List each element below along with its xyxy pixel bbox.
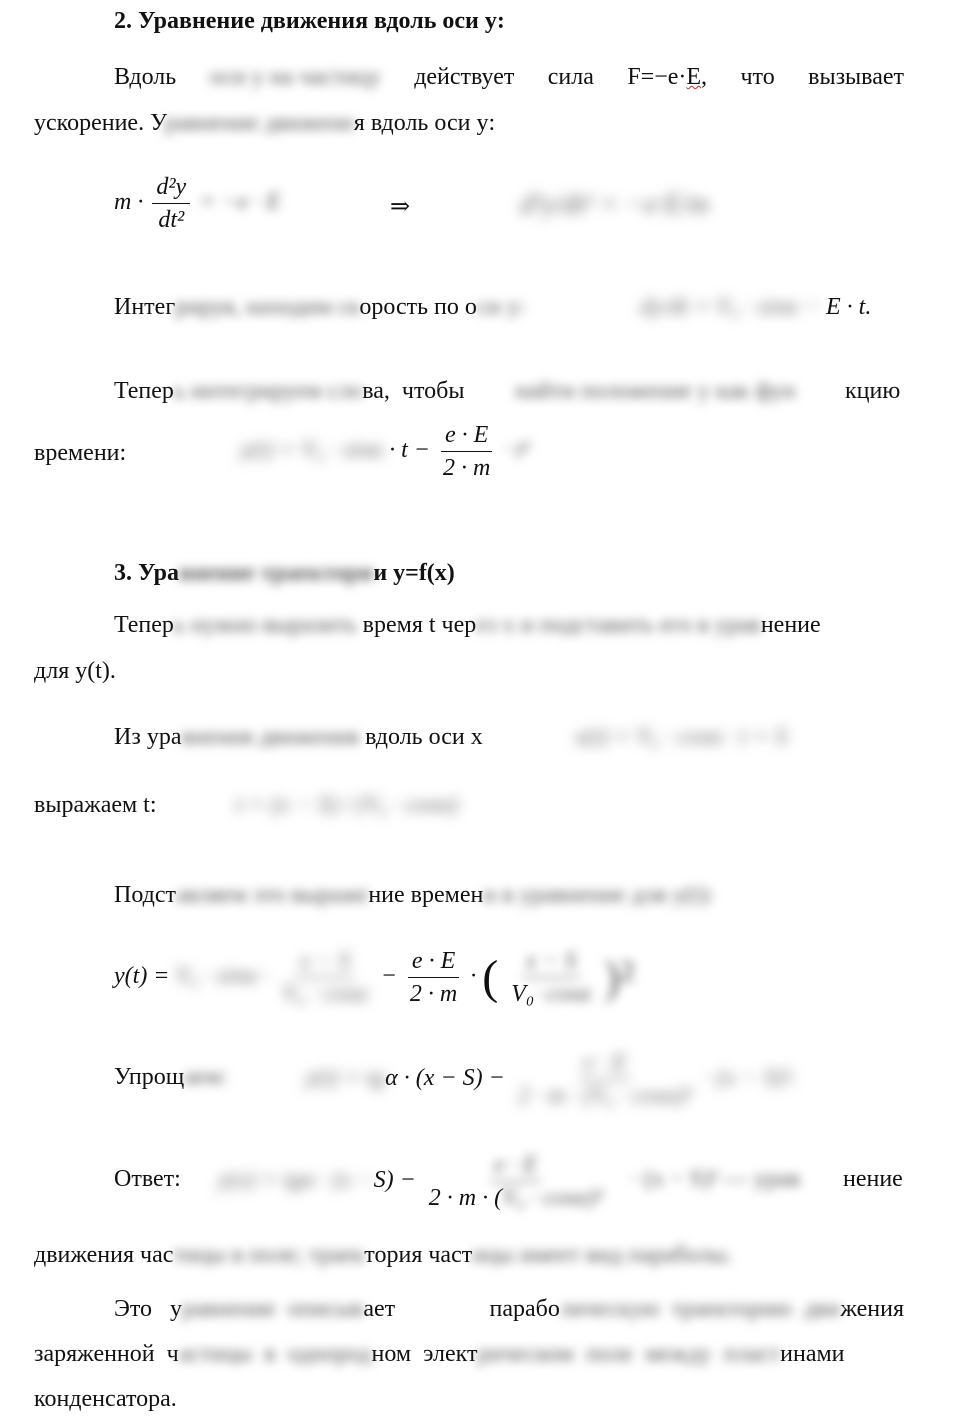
implies-symbol: ⇒ (390, 194, 411, 220)
blurred-text: ез x и подставить его в урав (476, 612, 761, 638)
word: что (740, 64, 775, 90)
fraction-denominator: V₀ · cosα (282, 981, 368, 1007)
fraction-numerator: x − S (522, 946, 581, 978)
paragraph-line (114, 1062, 227, 1092)
blurred-text: внение траектори (179, 560, 374, 586)
paragraph-line (34, 1240, 732, 1270)
text: параболическую траекторию движения (489, 1296, 904, 1322)
math-term: − (380, 963, 397, 990)
paragraph-line (114, 722, 483, 752)
blurred-math: y(t) = V₀ · sinα (240, 437, 384, 464)
math-term: S) − (373, 1167, 416, 1194)
blurred-text: оси y на частицу (209, 64, 381, 90)
text: ва, чтобы (362, 378, 465, 404)
blurred-math: · cosα (534, 981, 591, 1007)
blurred-text: ь нужно выразить (173, 612, 363, 638)
text: нение (843, 1166, 903, 1192)
text: время t чер (362, 612, 477, 638)
blurred-math: y(t) = tg (305, 1065, 386, 1092)
fraction-denominator: 2 · m (409, 981, 458, 1007)
blurred-math: V₀ · sinα · (175, 963, 270, 990)
text: кцию (845, 378, 901, 404)
math-term: · t. (846, 294, 872, 320)
blurred-text: найти положение y как фун (515, 378, 796, 404)
paragraph-line (34, 1339, 904, 1369)
blurred-math: dy/dt = V₀ · sinα − (640, 294, 820, 320)
blurred-text: ь интегрируем сло (173, 378, 363, 404)
equation-newton (114, 172, 281, 235)
fraction (406, 946, 461, 1009)
blurred-math: · t² (503, 437, 530, 464)
paragraph-line (114, 376, 464, 406)
fraction-numerator: x − S (295, 946, 354, 978)
text: Это уравнение описывает (114, 1296, 396, 1322)
fraction (278, 946, 372, 1009)
position-formula (240, 420, 529, 483)
text: Тепер (114, 612, 174, 638)
blurred-math: = −e · E (199, 189, 281, 216)
blurred-text: и в уравнение для y(t): (483, 882, 714, 908)
word: Вдоль (114, 64, 177, 90)
word: сила (547, 64, 594, 90)
text: вдоль оси x (365, 724, 483, 750)
blurred-math: · (x − S)². (704, 1065, 797, 1092)
math-term: · (470, 963, 477, 990)
math-term: E (826, 294, 841, 320)
word: действует (414, 64, 515, 90)
text: ние времен (368, 882, 484, 908)
text: тория част (364, 1242, 473, 1268)
fraction-numerator: d²y (152, 172, 190, 204)
text: орость по о (359, 294, 478, 320)
math-term: · t − (389, 437, 430, 464)
answer-label: Ответ: (114, 1166, 181, 1192)
fraction-denominator: 2 · m · ( (428, 1185, 503, 1211)
word: вызывает (808, 64, 904, 90)
paragraph-line: для y(t). (34, 658, 116, 684)
blurred-text: тицы в поле; траек (173, 1242, 365, 1268)
text: Упрощ (114, 1064, 185, 1090)
math-term: α · (x − S) − (385, 1065, 505, 1092)
fraction (514, 1048, 696, 1111)
fraction (439, 420, 494, 483)
text: ускорение. У (34, 110, 165, 136)
math-term: m · (114, 189, 144, 216)
velocity-formula (640, 292, 871, 322)
math-term: y(t) = (114, 963, 170, 990)
section-2-heading: 2. Уравнение движения вдоль оси y: (114, 8, 505, 34)
paragraph-line (114, 880, 714, 910)
paragraph-line (114, 610, 821, 640)
text: заряженной частицы в однородном электрическом поле между пластинами (34, 1341, 845, 1367)
text: Тепер (114, 378, 174, 404)
fraction-denominator: dt² (158, 207, 185, 233)
blurred-math: y(x) = tgα · (x − (218, 1167, 374, 1194)
blurred-text: авляем это выраже (176, 882, 369, 908)
fraction-denominator: V₀ (511, 981, 535, 1007)
paragraph-line (114, 1294, 904, 1324)
fraction (507, 946, 595, 1009)
paragraph-line (34, 108, 495, 138)
text: Подст (114, 882, 177, 908)
blurred-equation: x(t) = V₀ · cosα · t + S (575, 724, 787, 750)
blurred-equation: t = (x − S) / (V₀ · cosα) (236, 792, 458, 818)
blurred-text: · (x − S)² — урав (630, 1166, 801, 1192)
text: Из ура (114, 724, 182, 750)
force-expression: F=−e·E, (627, 64, 708, 90)
text: нение (760, 612, 821, 638)
spellcheck-underline: E (686, 64, 702, 90)
text: и y=f(x) (373, 560, 455, 586)
blurred-math: V₀ · cosα)² (502, 1185, 603, 1211)
blurred-text: внения движения (181, 724, 366, 750)
text: движения час (34, 1242, 174, 1268)
text: 3. Ура (114, 560, 179, 586)
blurred-text: равнение движени (164, 110, 354, 136)
fraction-numerator: e · E (490, 1150, 541, 1182)
blurred-text: рируя, находим ск (175, 294, 360, 320)
blurred-text: аем: (184, 1064, 228, 1090)
simplified-equation (305, 1048, 797, 1111)
text: я вдоль оси y: (353, 110, 496, 136)
answer-equation (218, 1150, 610, 1213)
fraction (425, 1150, 607, 1213)
fraction-numerator: e · E (579, 1048, 630, 1080)
substituted-equation (114, 946, 634, 1009)
paren-close: )² (603, 951, 635, 1004)
paren-open: ( (482, 951, 499, 1004)
blurred-text: си y: (477, 294, 526, 320)
paragraph-label: выражаем t: (34, 792, 157, 818)
paragraph-line (114, 62, 904, 92)
fraction-numerator: e · E (408, 946, 459, 978)
fraction (152, 172, 190, 235)
paragraph-label: времени: (34, 440, 127, 466)
paragraph-line: конденсатора. (34, 1386, 177, 1412)
blurred-text: ицы имеет вид параболы. (472, 1242, 733, 1268)
blurred-equation: d²y/dt² = −e·E/m (520, 189, 710, 220)
section-3-heading (114, 558, 455, 588)
fraction-denominator: 2 · m · (V₀ · cosα)² (517, 1083, 692, 1109)
text: Интег (114, 294, 176, 320)
paragraph-line (114, 292, 526, 322)
fraction-numerator: e · E (441, 420, 492, 452)
fraction-denominator: 2 · m (442, 455, 491, 481)
